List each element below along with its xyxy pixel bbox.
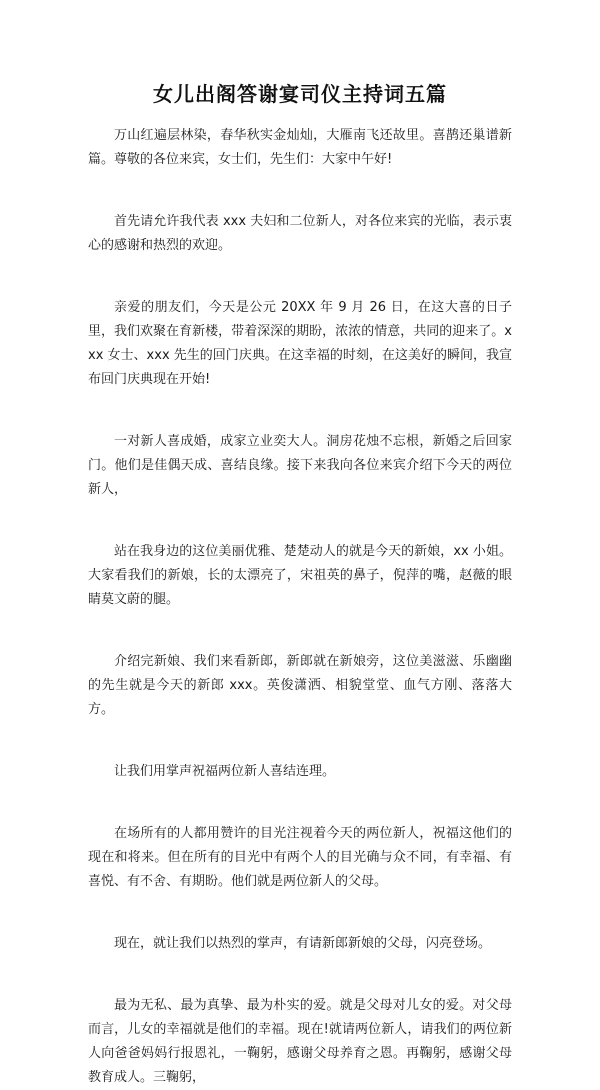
paragraph-parental-love: 最为无私、最为真挚、最为朴实的爱。就是父母对儿女的爱。对父母而言，儿女的幸福就是他们的幸福。现在!就请两位新人，请我们的两位新人向爸爸妈妈行报恩礼，一鞠躬，感谢父母养育之恩。再鞠躬，感谢父母教育成人。三鞠躬， [88,998,512,1085]
paragraph-welcome: 首先请允许我代表 xxx 夫妇和二位新人，对各位来宾的光临，表示衷心的感谢和热烈的欢迎。 [88,214,512,253]
paragraph-groom: 介绍完新娘、我们来看新郎，新郎就在新娘旁，这位美滋滋、乐幽幽的先生就是今天的新郎 xxx。英俊潇洒、相貌堂堂、血气方刚、落落大方。 [88,654,512,717]
paragraph-applause: 让我们用掌声祝福两位新人喜结连理。 [114,764,336,779]
paragraph-ceremony-start: 亲爱的朋友们，今天是公元 20XX 年 9 月 26 日，在这大喜的日子里，我们欢聚在育新楼，带着深深的期盼，浓浓的情意，共同的迎来了。xxx 女士、xxx 先生的回门庆典。在这幸福的时刻，在这美好的瞬间，我宣布回门庆典现在开始! [88,300,512,387]
paragraph-bride: 站在我身边的这位美丽优雅、楚楚动人的就是今天的新娘，xx 小姐。大家看我们的新娘，长的太漂亮了，宋祖英的鼻子，倪萍的嘴，赵薇的眼睛莫文蔚的腿。 [88,544,512,607]
paragraph-couple-intro: 一对新人喜成婚，成家立业奕大人。洞房花烛不忘根，新婚之后回家门。他们是佳偶天成、喜结良缘。接下来我向各位来宾介绍下今天的两位新人， [88,434,512,497]
paragraph-parents-gaze: 在场所有的人都用赞许的目光注视着今天的两位新人，祝福这他们的现在和将来。但在所有的目光中有两个人的目光确与众不同，有幸福、有喜悦、有不舍、有期盼。他们就是两位新人的父母。 [88,826,512,889]
paragraph-greeting: 万山红遍层林染，春华秋实金灿灿，大雁南飞还故里。喜鹊还巢谱新篇。尊敬的各位来宾，女士们，先生们：大家中午好! [88,128,512,167]
document-title: 女儿出阁答谢宴司仪主持词五篇 [153,82,447,106]
paragraph-parents-entrance: 现在，就让我们以热烈的掌声，有请新郎新娘的父母，闪亮登场。 [114,936,492,951]
